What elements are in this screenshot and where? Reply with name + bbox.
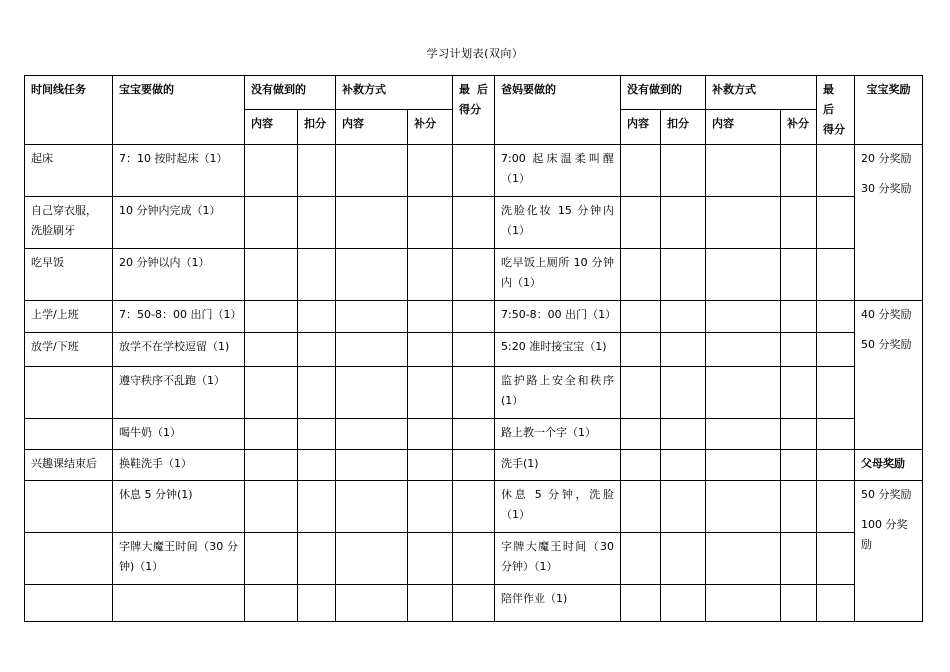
- empty-cell: [408, 533, 453, 585]
- empty-cell: [298, 533, 336, 585]
- empty-cell: [336, 481, 408, 533]
- empty-cell: [408, 249, 453, 301]
- empty-cell: [661, 450, 706, 481]
- empty-cell: [706, 301, 781, 333]
- empty-cell: [621, 419, 661, 450]
- empty-cell: [621, 333, 661, 367]
- table-row: [25, 585, 923, 622]
- baby-task-cell: 换鞋洗手（1）: [113, 450, 245, 481]
- empty-cell: [453, 419, 495, 450]
- time-cell: [25, 481, 113, 533]
- time-cell: [25, 367, 113, 419]
- empty-cell: [453, 301, 495, 333]
- empty-cell: [336, 249, 408, 301]
- empty-cell: [245, 481, 298, 533]
- empty-cell: [245, 249, 298, 301]
- empty-cell: [245, 367, 298, 419]
- header-time: 时间线任务: [25, 76, 113, 145]
- empty-cell: [298, 249, 336, 301]
- header-baby-do: 宝宝要做的: [113, 76, 245, 145]
- empty-cell: [706, 367, 781, 419]
- parent-task-cell: 休息 5 分钟，洗脸（1）: [495, 481, 621, 533]
- empty-cell: [453, 145, 495, 197]
- time-cell: 上学/上班: [25, 301, 113, 333]
- empty-cell: [621, 450, 661, 481]
- header-baby-final-score: 最 后 得分: [453, 76, 495, 145]
- empty-cell: [298, 585, 336, 622]
- empty-cell: [245, 301, 298, 333]
- reward-item: 50 分奖励: [861, 338, 912, 351]
- empty-cell: [621, 301, 661, 333]
- empty-cell: [661, 145, 706, 197]
- parent-task-cell: 路上教一个字（1）: [495, 419, 621, 450]
- parent-task-cell: 7:50-8：00 出门（1）: [495, 301, 621, 333]
- empty-cell: [245, 533, 298, 585]
- empty-cell: [453, 585, 495, 622]
- empty-cell: [408, 419, 453, 450]
- empty-cell: [408, 145, 453, 197]
- empty-cell: [298, 145, 336, 197]
- table-row: [25, 481, 923, 533]
- empty-cell: [817, 419, 855, 450]
- empty-cell: [453, 333, 495, 367]
- empty-cell: [781, 301, 817, 333]
- empty-cell: [336, 533, 408, 585]
- empty-cell: [298, 450, 336, 481]
- empty-cell: [781, 585, 817, 622]
- empty-cell: [661, 481, 706, 533]
- empty-cell: [706, 481, 781, 533]
- subheader-parent-makeup: 补分: [781, 109, 817, 144]
- empty-cell: [408, 301, 453, 333]
- empty-cell: [621, 481, 661, 533]
- empty-cell: [706, 585, 781, 622]
- parent-task-cell: 5:20 准时接宝宝（1): [495, 333, 621, 367]
- empty-cell: [336, 419, 408, 450]
- baby-task-cell: 7：50-8：00 出门（1）: [113, 301, 245, 333]
- study-plan-table: [24, 75, 923, 622]
- empty-cell: [661, 197, 706, 249]
- subheader-baby-makeup: 补分: [408, 109, 453, 144]
- empty-cell: [621, 249, 661, 301]
- subheader-baby-content: 内容: [245, 109, 298, 144]
- empty-cell: [817, 333, 855, 367]
- header-parent-final-score: 最 后 得分: [817, 76, 855, 145]
- empty-cell: [298, 197, 336, 249]
- table-row: [25, 367, 923, 419]
- empty-cell: [298, 481, 336, 533]
- empty-cell: [298, 367, 336, 419]
- header-baby-reward: 宝宝奖励: [855, 76, 923, 145]
- empty-cell: [245, 419, 298, 450]
- empty-cell: [817, 301, 855, 333]
- table-row: [25, 533, 923, 585]
- time-cell: 放学/下班: [25, 333, 113, 367]
- parent-task-cell: 7:00 起床温柔叫醒（1）: [495, 145, 621, 197]
- empty-cell: [245, 333, 298, 367]
- empty-cell: [781, 367, 817, 419]
- empty-cell: [336, 333, 408, 367]
- subheader-baby-deduct: 扣分: [298, 109, 336, 144]
- header-parent-missed: 没有做到的: [621, 76, 706, 110]
- time-cell: [25, 585, 113, 622]
- table-row: [25, 249, 923, 301]
- baby-task-cell: 20 分钟以内（1）: [113, 249, 245, 301]
- baby-task-cell: 放学不在学校逗留（1): [113, 333, 245, 367]
- table-row: [25, 450, 923, 481]
- baby-task-cell: 7：10 按时起床（1）: [113, 145, 245, 197]
- empty-cell: [453, 367, 495, 419]
- empty-cell: [336, 585, 408, 622]
- baby-task-cell: 休息 5 分钟(1): [113, 481, 245, 533]
- reward-cell-group3: [855, 481, 923, 622]
- empty-cell: [298, 419, 336, 450]
- reward-cell-group2: [855, 301, 923, 450]
- header-parent-remedy: 补救方式: [706, 76, 817, 110]
- parent-task-cell: 监护路上安全和秩序(1）: [495, 367, 621, 419]
- table-row: [25, 197, 923, 249]
- header-baby-remedy: 补救方式: [336, 76, 453, 110]
- time-cell: 自己穿衣服，洗脸刷牙: [25, 197, 113, 249]
- empty-cell: [408, 481, 453, 533]
- subheader-parent-deduct: 扣分: [661, 109, 706, 144]
- empty-cell: [661, 533, 706, 585]
- time-cell: 兴趣课结束后: [25, 450, 113, 481]
- empty-cell: [621, 585, 661, 622]
- empty-cell: [453, 197, 495, 249]
- empty-cell: [817, 450, 855, 481]
- parent-reward-label: 父母奖励: [855, 450, 923, 481]
- empty-cell: [245, 450, 298, 481]
- empty-cell: [781, 450, 817, 481]
- empty-cell: [817, 585, 855, 622]
- empty-cell: [336, 197, 408, 249]
- empty-cell: [336, 301, 408, 333]
- parent-task-cell: 陪伴作业（1): [495, 585, 621, 622]
- empty-cell: [817, 145, 855, 197]
- baby-task-cell: 10 分钟内完成（1）: [113, 197, 245, 249]
- empty-cell: [706, 533, 781, 585]
- empty-cell: [621, 145, 661, 197]
- empty-cell: [453, 481, 495, 533]
- empty-cell: [408, 367, 453, 419]
- subheader-parent-content: 内容: [621, 109, 661, 144]
- baby-task-cell: [113, 585, 245, 622]
- empty-cell: [408, 450, 453, 481]
- parent-task-cell: 字牌大魔王时间（30 分钟）（1）: [495, 533, 621, 585]
- empty-cell: [621, 533, 661, 585]
- time-cell: 起床: [25, 145, 113, 197]
- empty-cell: [453, 533, 495, 585]
- header-parent-do: 爸妈要做的: [495, 76, 621, 145]
- empty-cell: [781, 481, 817, 533]
- empty-cell: [336, 145, 408, 197]
- subheader-parent-remedy-content: 内容: [706, 109, 781, 144]
- time-cell: [25, 533, 113, 585]
- empty-cell: [621, 367, 661, 419]
- table-row: [25, 333, 923, 367]
- empty-cell: [408, 197, 453, 249]
- empty-cell: [408, 333, 453, 367]
- header-baby-missed: 没有做到的: [245, 76, 336, 110]
- empty-cell: [781, 197, 817, 249]
- subheader-baby-remedy-content: 内容: [336, 109, 408, 144]
- time-cell: [25, 419, 113, 450]
- empty-cell: [706, 197, 781, 249]
- empty-cell: [621, 197, 661, 249]
- empty-cell: [661, 301, 706, 333]
- time-cell: 吃早饭: [25, 249, 113, 301]
- reward-cell-group1: [855, 145, 923, 301]
- empty-cell: [706, 145, 781, 197]
- empty-cell: [661, 249, 706, 301]
- empty-cell: [661, 419, 706, 450]
- empty-cell: [817, 197, 855, 249]
- reward-item: 30 分奖励: [861, 182, 912, 195]
- parent-task-cell: 洗手(1): [495, 450, 621, 481]
- table-row: [25, 419, 923, 450]
- empty-cell: [817, 249, 855, 301]
- empty-cell: [336, 450, 408, 481]
- empty-cell: [817, 367, 855, 419]
- baby-task-cell: 字牌大魔王时间（30 分钟)（1）: [113, 533, 245, 585]
- empty-cell: [706, 249, 781, 301]
- empty-cell: [245, 197, 298, 249]
- empty-cell: [781, 249, 817, 301]
- header-row: [25, 76, 923, 110]
- empty-cell: [453, 450, 495, 481]
- table-row: [25, 301, 923, 333]
- empty-cell: [298, 333, 336, 367]
- empty-cell: [817, 481, 855, 533]
- empty-cell: [781, 333, 817, 367]
- empty-cell: [781, 145, 817, 197]
- empty-cell: [245, 145, 298, 197]
- empty-cell: [298, 301, 336, 333]
- empty-cell: [661, 367, 706, 419]
- empty-cell: [453, 249, 495, 301]
- parent-task-cell: 吃早饭上厕所 10 分钟内（1）: [495, 249, 621, 301]
- baby-task-cell: 遵守秩序不乱跑（1）: [113, 367, 245, 419]
- table-row: [25, 145, 923, 197]
- empty-cell: [661, 333, 706, 367]
- empty-cell: [817, 533, 855, 585]
- empty-cell: [781, 533, 817, 585]
- reward-item: 20 分奖励: [861, 152, 912, 165]
- empty-cell: [408, 585, 453, 622]
- empty-cell: [781, 419, 817, 450]
- empty-cell: [661, 585, 706, 622]
- empty-cell: [706, 450, 781, 481]
- empty-cell: [706, 419, 781, 450]
- reward-item: 100 分奖励: [861, 518, 908, 551]
- empty-cell: [245, 585, 298, 622]
- parent-task-cell: 洗脸化妆 15 分钟内（1）: [495, 197, 621, 249]
- page-title: 学习计划表(双向）: [426, 47, 524, 60]
- reward-item: 40 分奖励: [861, 308, 912, 321]
- empty-cell: [336, 367, 408, 419]
- reward-item: 50 分奖励: [861, 488, 912, 501]
- baby-task-cell: 喝牛奶（1）: [113, 419, 245, 450]
- empty-cell: [706, 333, 781, 367]
